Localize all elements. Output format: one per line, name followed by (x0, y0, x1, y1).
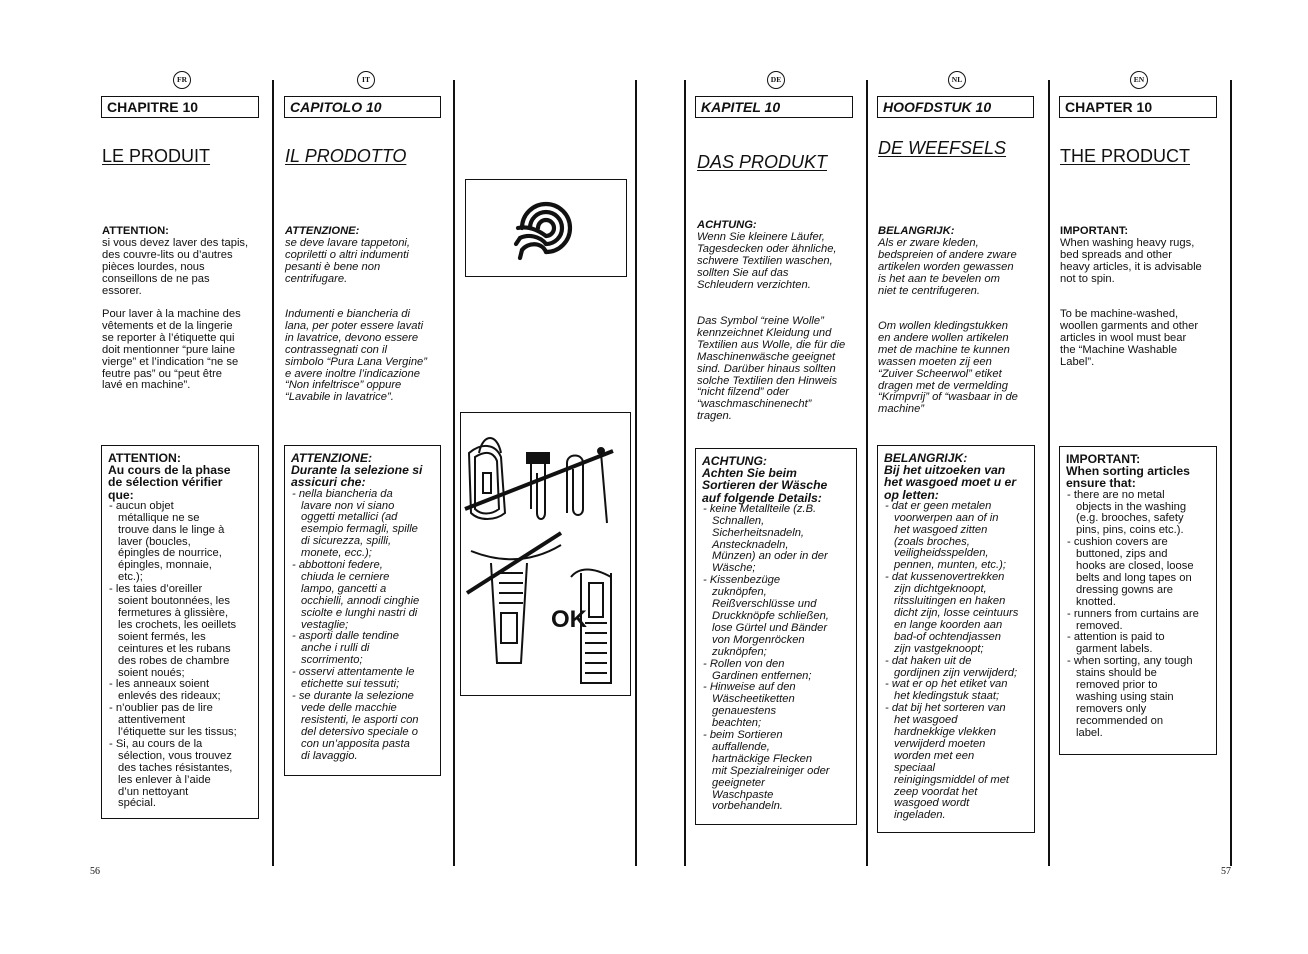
sorting-box-de (695, 448, 857, 825)
warning-label: IMPORTANT: (1060, 225, 1129, 237)
list-item: - n’oublier pas de lire attentivement l’étiquette sur les tissus; (109, 702, 237, 739)
warning-paragraph-it (285, 226, 450, 286)
warning-text: si vous devez laver des tapis, des couvre-lits ou d’autres pièces lourdes, nous conseillons de ne pas essorer. (102, 236, 249, 297)
list-item: - dat kussenovertrekken zijn dichtgeknoopt, ritssluitingen en haken dicht zijn, losse ceintuurs en lange koorden aan bad-of ochtendjassen zijn vastgeknoopt; (885, 571, 1019, 655)
list-item: - osservi attentamente le etichette sui tessuti; (292, 666, 415, 691)
section-title-it: IL PRODOTTO (285, 146, 407, 166)
zip-ok-label: OK (551, 606, 587, 633)
list-item: - dat bij het sorteren van het wasgoed hardnekkige vlekken verwijderd moeten worden met een speciaal reinigingsmiddel of met zeep voordat het wasgoed wordt ingeladen. (885, 702, 1010, 822)
lang-badge-fr: FR (173, 71, 191, 89)
metal-objects-crossed-icon (461, 413, 630, 695)
lang-badge-de: DE (767, 71, 785, 89)
woolmark-icon (466, 180, 626, 276)
chapter-heading-en: CHAPTER 10 (1059, 96, 1217, 118)
page-number-right: 57 (1221, 866, 1231, 877)
chapter-heading-nl: HOOFDSTUK 10 (877, 96, 1034, 118)
warning-label: ACHTUNG: (697, 219, 757, 231)
warning-text: se deve lavare tappetoni, copriletti o altri indumenti pesanti è bene non centrifugare. (285, 236, 411, 285)
warning-paragraph-en (1060, 226, 1225, 286)
list-item: - there are no metal objects in the washing (e.g. brooches, safety pins, pins, coins etc.). (1067, 488, 1187, 537)
section-title-nl: DE WEEFSELS (878, 138, 1007, 158)
wool-paragraph-en: To be machine-washed, woollen garments and other articles in wool must bear the “Machine Washable Label”. (1060, 308, 1199, 368)
column-divider (1230, 80, 1232, 866)
list-item: - asporti dalle tendine anche i rulli di scorrimento; (292, 630, 399, 667)
list-item: - keine Metallteile (z.B. Schnallen, Sicherheitsnadeln, Anstecknadeln, Münzen) an oder in der Wäsche; (703, 502, 828, 575)
sorting-box-heading: BELANGRIJK: Bij het uitzoeken van het wasgoed moet u er op letten: (884, 451, 1017, 502)
list-item: - dat haken uit de gordijnen zijn verwijderd; (885, 654, 1018, 679)
sorting-box-heading: ACHTUNG: Achten Sie beim Sortieren der Wäsche auf folgende Details: (702, 454, 828, 505)
sorting-box-nl (877, 445, 1035, 833)
wool-paragraph-fr: Pour laver à la machine des vêtements et de la lingerie se reporter à l’étiquette qui doit mentionner “pure laine vierge” et l’indication “ne se feutre pas” ou “peut être lavé en machine”. (102, 308, 241, 392)
warning-label: ATTENZIONE: (285, 225, 360, 237)
list-item: - les taies d’oreiller soient boutonnées, les fermetures à glissière, les crochets, les oeillets soient fermés, les ceintures et les rubans des robes de chambre soient noués; (109, 583, 237, 679)
list-item: - wat er op het etiket van het kledingstuk staat; (885, 678, 1008, 703)
wool-paragraph-nl: Om wollen kledingstukken en andere wollen artikelen met de machine te kunnen wassen moeten zij een “Zuiver Scheerwol” etiket dragen met de vermelding “Krimpvrij” of “wasbaar in de machine” (878, 320, 1018, 416)
wool-paragraph-de: Das Symbol “reine Wolle” kennzeichnet Kleidung und Textilien aus Wolle, die für die Maschinenwäsche geeignet sind. Darüber hinaus sollten solche Textilien den Hinweis “nicht filzend” oder “waschmaschinenecht” tragen. (697, 315, 846, 423)
list-item: - nella biancheria da lavare non vi siano oggetti metallici (ad esempio fermagli, spille di sicurezza, spilli, monete, ecc.); (292, 487, 418, 560)
warning-label: ATTENTION: (102, 225, 169, 237)
wool-paragraph-it: Indumenti e biancheria di lana, per poter essere lavati in lavatrice, devono essere contrassegnati con il simbolo “Pura Lana Vergine” e avere inoltre l’indicazione “Non infeltrisce” oppure “Lavabile in lavatrice”. (285, 308, 427, 404)
warning-text: Wenn Sie kleinere Läufer, Tagesdecken oder ähnliche, schwere Textilien waschen, sollten Sie auf das Schleudern verzichten. (697, 230, 837, 291)
lang-badge-it: IT (357, 71, 375, 89)
list-item: - se durante la selezione vede delle macchie resistenti, le asporti con del detersivo speciale o con un’apposita pasta di lavaggio. (292, 690, 419, 762)
list-item: - runners from curtains are removed. (1067, 607, 1199, 632)
column-divider (453, 80, 455, 866)
sorting-box-fr (101, 445, 259, 819)
warning-paragraph-nl (878, 226, 1043, 297)
list-item: - when sorting, any tough stains should be removed prior to washing using stain removers only recommended on label. (1067, 655, 1193, 739)
list-item: - Rollen von den Gardinen entfernen; (703, 657, 812, 682)
list-item: - attention is paid to garment labels. (1067, 631, 1165, 656)
chapter-heading-it: CAPITOLO 10 (284, 96, 441, 118)
sorting-box-en (1059, 446, 1217, 755)
list-item: - Kissenbezüge zuknöpfen, Reißverschlüsse und Druckknöpfe schließen, lose Gürtel und Bänder von Morgenröcken zuknöpfen; (703, 574, 829, 658)
sorting-box-it (284, 445, 441, 776)
warning-paragraph-de (697, 220, 862, 291)
list-item: - Si, au cours de la sélection, vous trouvez des taches résistantes, les enlever à l’aide d’un nettoyant spécial. (109, 737, 233, 810)
sorting-figure (460, 412, 631, 696)
column-divider (635, 80, 637, 866)
warning-text: When washing heavy rugs, bed spreads and other heavy articles, it is advisable not to spin. (1060, 236, 1202, 285)
column-divider (1048, 80, 1050, 866)
warning-label: BELANGRIJK: (878, 225, 955, 237)
chapter-heading-de: KAPITEL 10 (695, 96, 853, 118)
chapter-heading-fr: CHAPITRE 10 (101, 96, 259, 118)
list-item: - les anneaux soient enlevés des rideaux; (109, 678, 221, 703)
lang-badge-en: EN (1130, 71, 1148, 89)
sorting-box-heading: ATTENZIONE: Durante la selezione si assicuri che: (291, 451, 423, 490)
warning-paragraph-fr (102, 226, 267, 297)
section-title-de: DAS PRODUKT (697, 152, 828, 172)
column-divider (684, 80, 686, 866)
sorting-box-heading: ATTENTION: Au cours de la phase de sélection vérifier que: (108, 451, 231, 502)
section-title-fr: LE PRODUIT (102, 146, 211, 166)
list-item: - dat er geen metalen voorwerpen aan of in het wasgoed zitten (zoals broches, veiligheidsspelden, pennen, munten, etc.); (885, 499, 1006, 572)
column-divider (866, 80, 868, 866)
list-item: - beim Sortieren auffallende, hartnäckige Flecken mit Spezialreiniger oder geeigneter Waschpaste vorbehandeln. (703, 729, 830, 813)
sorting-box-heading: IMPORTANT: When sorting articles ensure that: (1066, 452, 1190, 491)
warning-text: Als er zware kleden, bedspreien of andere zware artikelen worden gewassen is het aan te bevelen om niet te centrifugeren. (878, 236, 1017, 297)
list-item: - Hinweise auf den Wäscheetiketten genauestens beachten; (703, 681, 796, 730)
column-divider (272, 80, 274, 866)
list-item: - cushion covers are buttoned, zips and hooks are closed, loose belts and long tapes on dressing gowns are knotted. (1067, 536, 1194, 608)
lang-badge-nl: NL (948, 71, 966, 89)
list-item: - abbottoni federe, chiuda le cerniere lampo, gancetti a occhielli, annodi cinghie sciolte e lunghi nastri di vestaglie; (292, 559, 420, 631)
woolmark-figure (465, 179, 627, 277)
section-title-en: THE PRODUCT (1060, 146, 1190, 166)
list-item: - aucun objet métallique ne se trouve dans le linge à laver (boucles, épingles de nourrice, épingles, monnaie, etc.); (109, 499, 225, 584)
page-number-left: 56 (90, 866, 100, 877)
